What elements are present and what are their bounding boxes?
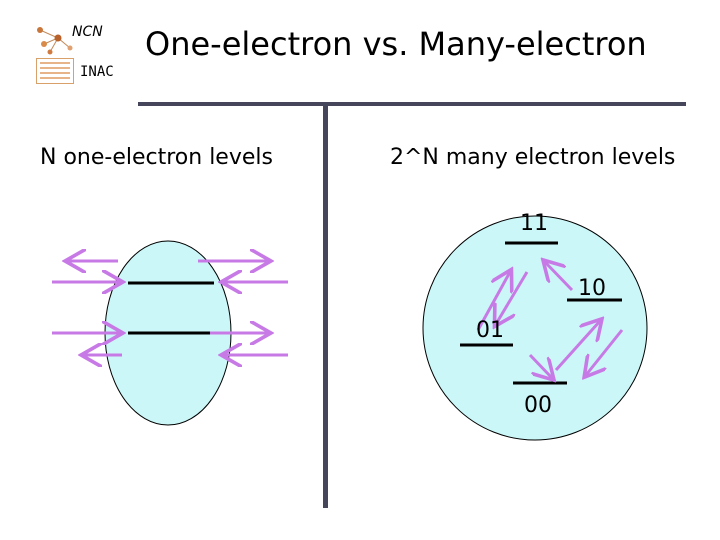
state-01-label: 01 — [476, 318, 504, 343]
ncn-logo-label: NCN — [72, 24, 103, 40]
inac-logo-label: INAC — [80, 64, 114, 80]
slide-title: One-electron vs. Many-electron — [145, 25, 647, 63]
left-heading: N one-electron levels — [40, 145, 273, 170]
state-00-label: 00 — [524, 393, 552, 418]
state-11-label: 11 — [520, 211, 548, 236]
state-10-label: 10 — [578, 276, 606, 301]
right-heading: 2^N many electron levels — [390, 145, 676, 170]
